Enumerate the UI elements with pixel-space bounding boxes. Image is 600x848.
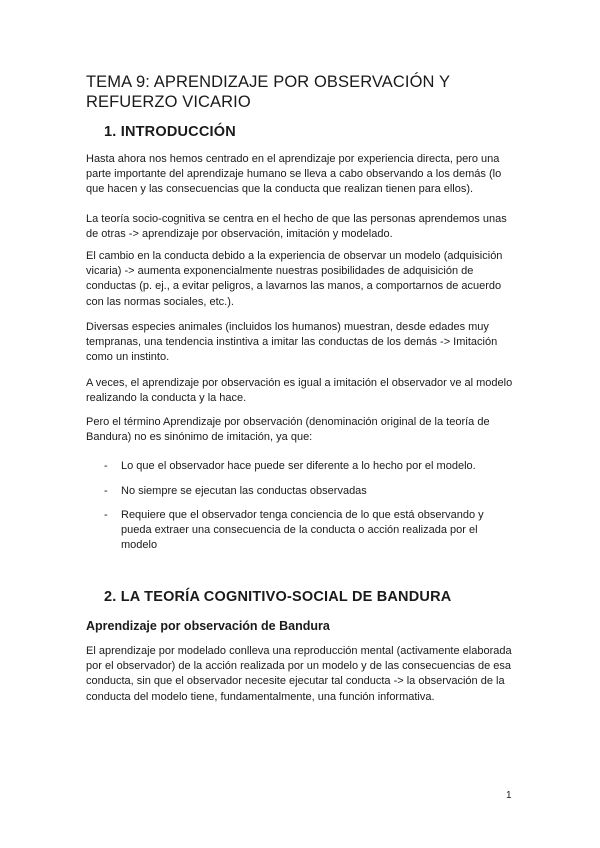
- paragraph: El cambio en la conducta debido a la experiencia de observar un modelo (adquisición vicaria) -> aumenta exponencialmente nuestras posibilidades de adquisición de conductas (p. ej., a evitar peligros, a lavarnos las manos, a comportarnos de acuerdo con las normas sociales, etc.).: [86, 250, 503, 308]
- list-item-text: No siempre se ejecutan las conductas observadas: [121, 485, 367, 497]
- bullet-dash: -: [104, 460, 108, 472]
- bullet-dash: -: [104, 509, 108, 521]
- section-1-heading: 1. INTRODUCCIÓN: [104, 124, 236, 140]
- list-item-text: Lo que el observador hace puede ser diferente a lo hecho por el modelo.: [121, 460, 476, 472]
- bullet-dash: -: [104, 485, 108, 497]
- page-number: 1: [506, 790, 512, 801]
- list-item-text: Requiere que el observador tenga conciencia de lo que está observando y pueda extraer una consecuencia de la conducta o acción realizada por el modelo: [121, 509, 484, 552]
- paragraph: Diversas especies animales (incluidos los humanos) muestran, desde edades muy tempranas, una tendencia instintiva a imitar las conductas de los demás -> Imitación como un instinto.: [86, 321, 498, 364]
- subsection-heading: Aprendizaje por observación de Bandura: [86, 619, 330, 633]
- section-2-heading: 2. LA TEORÍA COGNITIVO-SOCIAL DE BANDURA: [104, 589, 452, 605]
- paragraph: La teoría socio-cognitiva se centra en el hecho de que las personas aprendemos unas de otras -> aprendizaje por observación, imitación y modelado.: [86, 213, 507, 241]
- paragraph: Hasta ahora nos hemos centrado en el aprendizaje por experiencia directa, pero una parte importante del aprendizaje humano se lleva a cabo observando a los demás (lo que hacen y las consecuencias que la conducta que realizan tienen para ellos).: [86, 153, 502, 196]
- paragraph: A veces, el aprendizaje por observación es igual a imitación el observador ve al modelo realizando la conducta y la hace.: [86, 377, 513, 405]
- paragraph: El aprendizaje por modelado conlleva una reproducción mental (activamente elaborada por el observador) de la acción realizada por un modelo y de las consecuencias de esa conducta, sin que el observador necesite ejecutar tal conducta -> la observación de la conducta del modelo tiene, fundamentalmente, una función informativa.: [86, 645, 512, 703]
- paragraph: Pero el término Aprendizaje por observación (denominación original de la teoría de Bandura) no es sinónimo de imitación, ya que:: [86, 416, 490, 444]
- document-title: TEMA 9: APRENDIZAJE POR OBSERVACIÓN Y REFUERZO VICARIO: [86, 73, 450, 111]
